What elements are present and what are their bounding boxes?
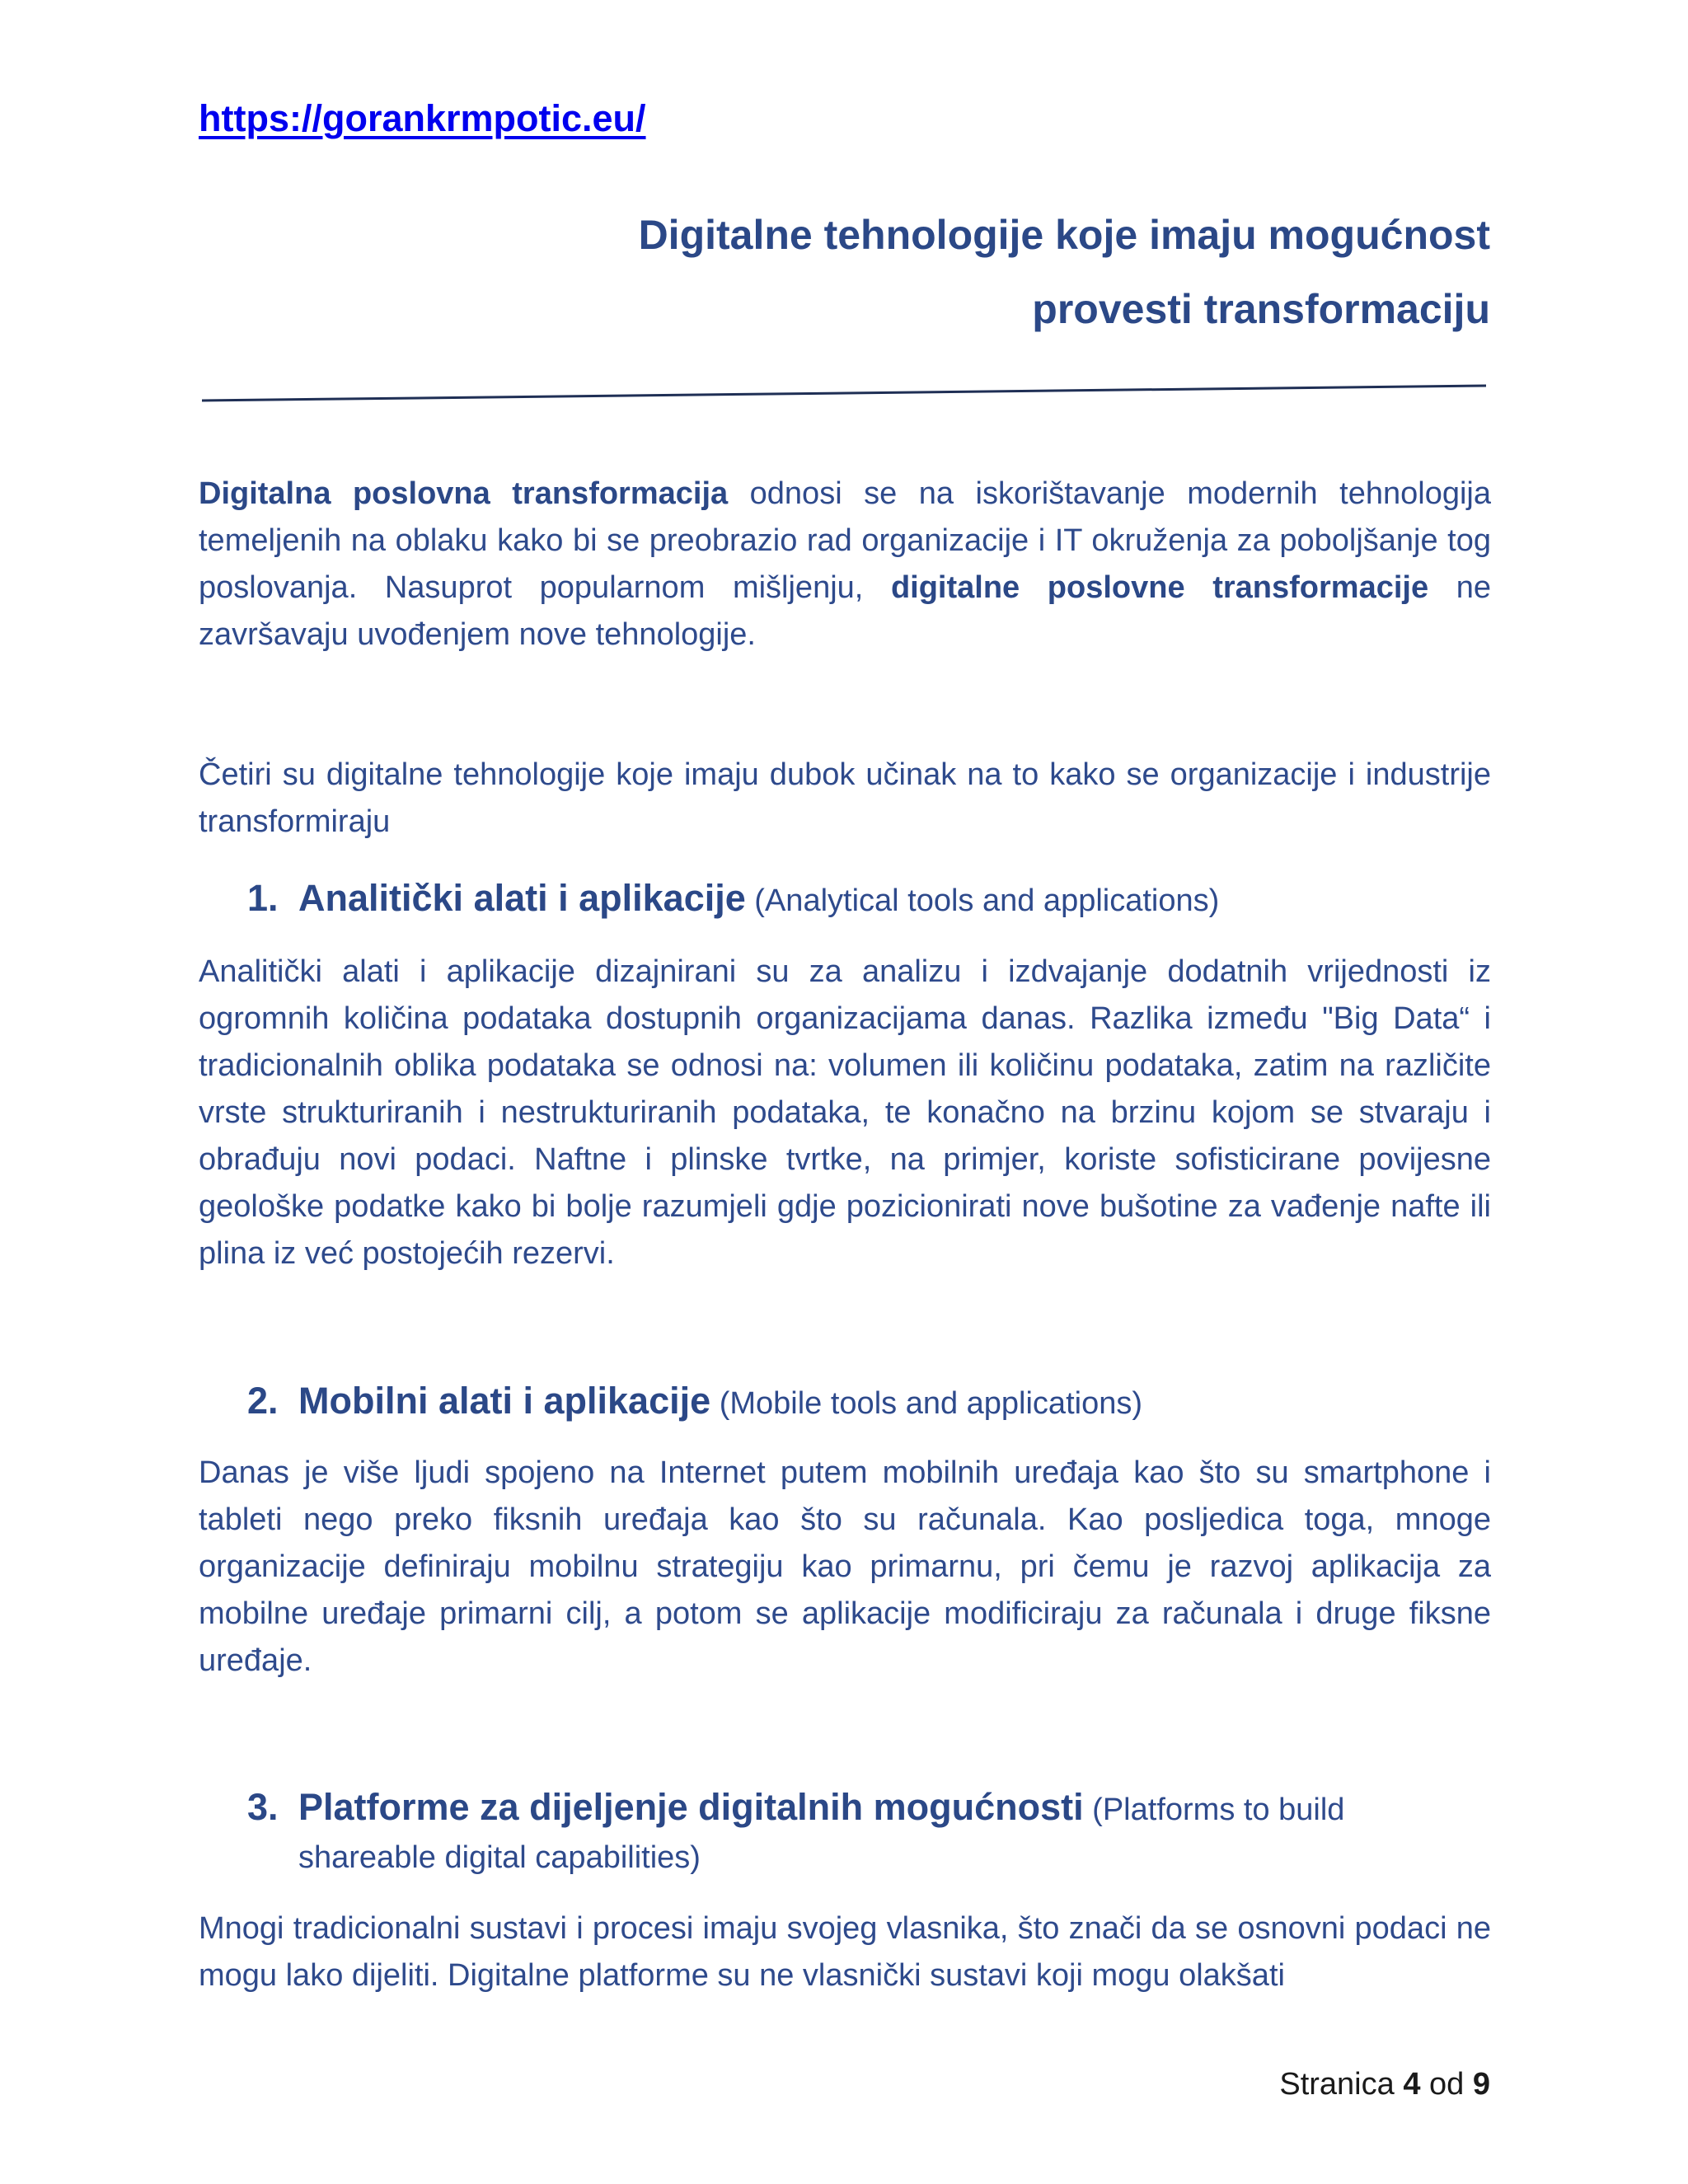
section-heading-2 [247,1376,1491,1428]
page-number-footer [1279,2067,1490,2102]
section-number-3: 3. [247,1786,279,1828]
section-body-1: Analitički alati i aplikacije dizajnirani su za analizu i izdvajanje dodatnih vrijednosti iz ogromnih količina podataka dostupnih organizacijama danas. Razlika između "Big Data“ i tradicionalnih oblika podataka se odnosi na: volumen ili količinu podataka, zatim na različite vrste strukturiranih i nestrukturiranih podataka, te konačno na brzinu kojom se stvaraju i obrađuju novi podaci. Naftne i plinske tvrtke, na primjer, koriste sofisticirane povijesne geološke podatke kako bi bolje razumjeli gdje pozicionirati nove bušotine za vađenje nafte ili plina iz već postojećih rezervi. [199,954,1491,1271]
page-title [419,198,1490,346]
intro-text-2: ne završavaju uvođenjem nove tehnologije. [199,570,1491,652]
section-subtitle-3-continued: shareable digital capabilities) [298,1840,701,1875]
footer-total-pages: 9 [1472,2067,1490,2102]
footer-prefix: Stranica [1279,2067,1404,2102]
title-divider-line [202,381,1488,405]
section-title-1: Analitički alati i aplikacije [298,877,746,919]
section-heading-1 [247,874,1491,926]
section-title-3: Platforme za dijeljenje digitalnih mogućnosti [298,1786,1084,1828]
page-title-line2: provesti transformaciju [1032,286,1490,332]
section-title-2: Mobilni alati i aplikacije [298,1380,711,1422]
section-number-2: 2. [247,1380,279,1422]
page-title-line1: Digitalne tehnologije koje imaju mogućnost [638,212,1490,258]
footer-current-page: 4 [1403,2067,1421,2102]
footer-middle: od [1420,2067,1473,2102]
section-number-1: 1. [247,877,279,919]
section-subtitle-2: (Mobile tools and applications) [710,1386,1142,1421]
site-url-link[interactable]: https://gorankrmpotic.eu/ [199,97,646,139]
intro-bold-term-2: digitalne poslovne transformacije [890,570,1429,605]
intro-bold-term-1: Digitalna poslovna transformacija [199,476,729,511]
intro-paragraph [199,471,1491,658]
intro-text-1: odnosi se na iskorištavanje modernih tehnologija temeljenih na oblaku kako bi se preobrazio rad organizacije i IT okruženja za poboljšanje tog poslovanja. Nasuprot popularnom mišljenju, [199,476,1491,605]
section-body-3: Mnogi tradicionalni sustavi i procesi imaju svojeg vlasnika, što znači da se osnovni podaci ne mogu lako dijeliti. Digitalne platforme su ne vlasnički sustavi koji mogu olakšati [199,1911,1491,1993]
section-heading-3 [247,1783,1491,1835]
lead-paragraph: Četiri su digitalne tehnologije koje imaju dubok učinak na to kako se organizacije i industrije transformiraju [199,757,1491,839]
section-subtitle-1: (Analytical tools and applications) [745,883,1220,918]
section-body-2: Danas je više ljudi spojeno na Internet putem mobilnih uređaja kao što su smartphone i tableti nego preko fiksnih uređaja kao što su računala. Kao posljedica toga, mnoge organizacije definiraju mobilnu strategiju kao primarnu, pri čemu je razvoj aplikacija za mobilne uređaje primarni cilj, a potom se aplikacije modificiraju za računala i druge fiksne uređaje. [199,1455,1491,1678]
section-subtitle-3: (Platforms to build [1083,1793,1345,1827]
